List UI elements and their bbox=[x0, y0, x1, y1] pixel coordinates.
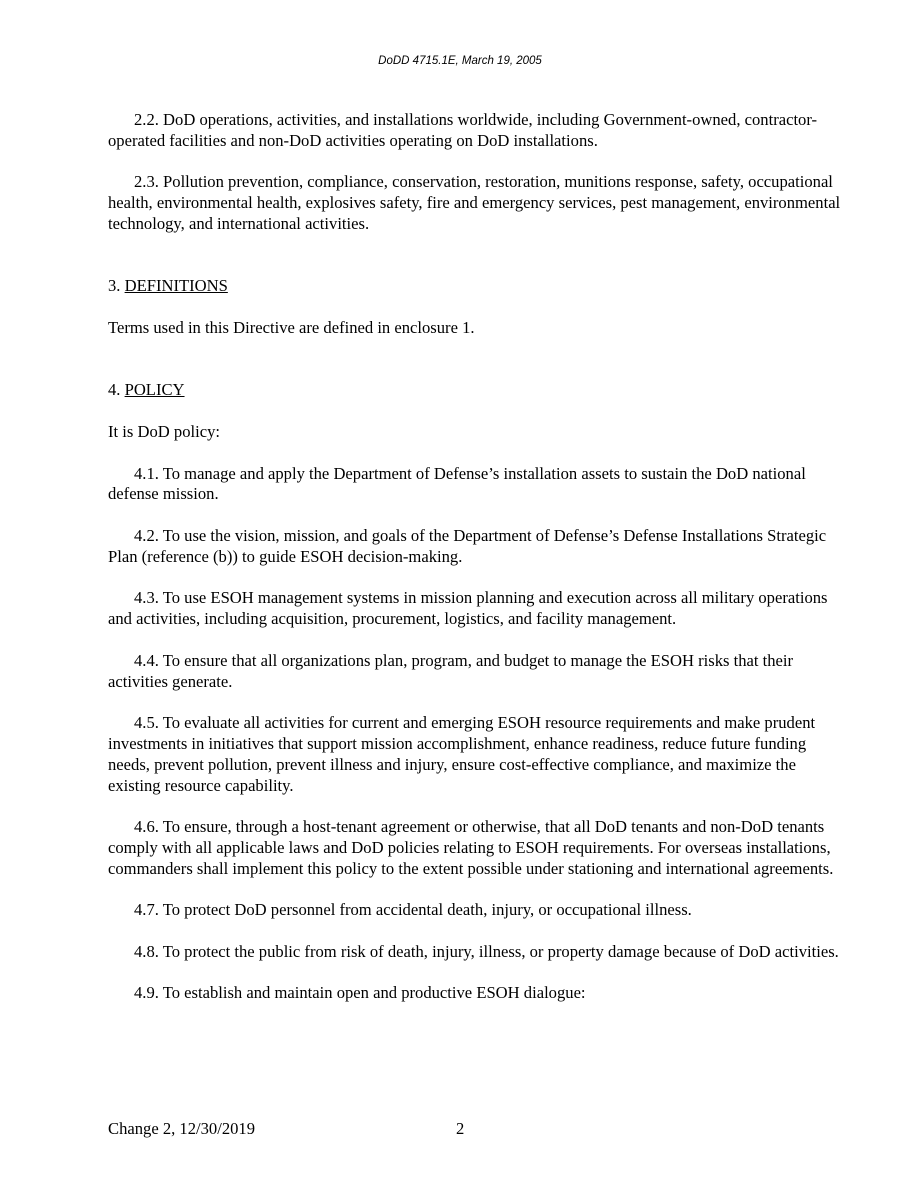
section-heading-definitions bbox=[108, 276, 843, 297]
section-title: DEFINITIONS bbox=[124, 276, 228, 296]
policy-item-4-8: 4.8. To protect the public from risk of death, injury, illness, or property damage because of DoD activities. bbox=[134, 941, 839, 961]
policy-item-4-2: 4.2. To use the vision, mission, and goals of the Department of Defense’s Defense Installations Strategic Plan (reference (b)) to guide ESOH decision-making. bbox=[108, 525, 827, 566]
footer-change-note: Change 2, 12/30/2019 bbox=[108, 1119, 256, 1138]
section-number: 3. bbox=[108, 276, 125, 296]
policy-item-4-3: 4.3. To use ESOH management systems in mission planning and execution across all military operations and activities, including acquisition, procurement, logistics, and facility management. bbox=[108, 588, 828, 629]
policy-item-4-4: 4.4. To ensure that all organizations plan, program, and budget to manage the ESOH risks that their activities generate. bbox=[108, 650, 794, 691]
paragraph-2-2: 2.2. DoD operations, activities, and installations worldwide, including Government-owned, contractor-operated facilities and non-DoD activities operating on DoD installations. bbox=[108, 110, 818, 150]
section-heading-policy bbox=[108, 380, 843, 401]
section-title: POLICY bbox=[124, 380, 185, 400]
policy-item-4-1: 4.1. To manage and apply the Department of Defense’s installation assets to sustain the DoD national defense mission. bbox=[108, 463, 806, 504]
definitions-text: Terms used in this Directive are defined in enclosure 1. bbox=[108, 317, 475, 337]
policy-item-4-5: 4.5. To evaluate all activities for current and emerging ESOH resource requirements and make prudent investments in initiatives that support mission accomplishment, enhance readiness, reduce future funding needs, prevent pollution, prevent illness and injury, ensure cost-effective compliance, and maximize the existing resource capability. bbox=[108, 713, 816, 795]
page-number: 2 bbox=[456, 1119, 465, 1138]
section-number: 4. bbox=[108, 380, 125, 400]
paragraph-2-3: 2.3. Pollution prevention, compliance, conservation, restoration, munitions response, safety, occupational health, environmental health, explosives safety, fire and emergency services, pest management, environmental technology, and international activities. bbox=[108, 172, 841, 233]
policy-item-4-9: 4.9. To establish and maintain open and productive ESOH dialogue: bbox=[134, 983, 586, 1003]
policy-intro: It is DoD policy: bbox=[108, 421, 220, 441]
policy-item-4-6: 4.6. To ensure, through a host-tenant agreement or otherwise, that all DoD tenants and non-DoD tenants comply with all applicable laws and DoD policies relating to ESOH requirements. For overseas installations, commanders shall implement this policy to the extent possible under stationing and international agreements. bbox=[108, 817, 834, 878]
document-body bbox=[108, 110, 843, 1004]
running-header: DoDD 4715.1E, March 19, 2005 bbox=[378, 55, 542, 67]
policy-item-4-7: 4.7. To protect DoD personnel from accidental death, injury, or occupational illness. bbox=[134, 900, 692, 920]
